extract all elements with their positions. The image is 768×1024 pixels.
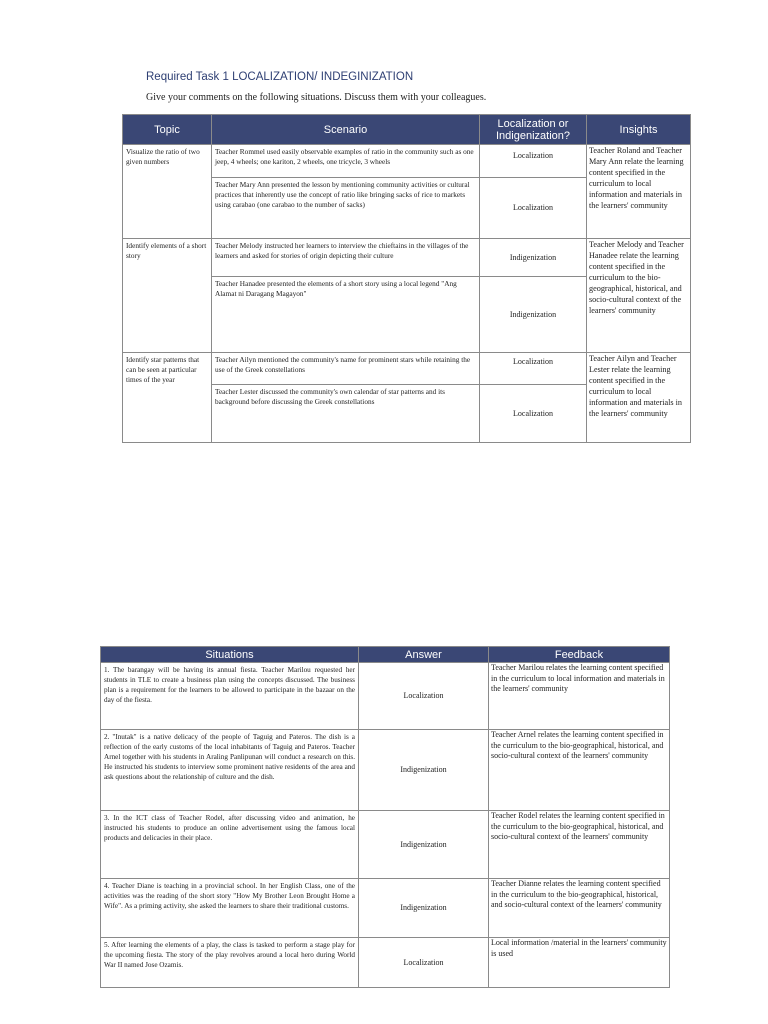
feedback-cell: Teacher Rodel relates the learning content specified in the curriculum to the bio-geographical, historical, and socio-cultural context of the learners' community [489,811,670,879]
col-scenario: Scenario [212,115,480,145]
feedback-cell: Teacher Arnel relates the learning content specified in the curriculum to the bio-geographical, historical, and socio-cultural context of the learners' community [489,730,670,811]
task-heading: Required Task 1 LOCALIZATION/ INDEGINIZATION [146,71,414,83]
scenario-cell: Teacher Rommel used easily observable examples of ratio in the community such as one jeep, 4 wheels; one kariton, 2 wheels, one tricycle, 3 wheels [212,145,480,178]
table-row [101,938,670,988]
situation-cell: 1. The barangay will be having its annual fiesta. Teacher Marilou requested her students in TLE to create a business plan using the concepts discussed. The business plan is a requirement for the learners to be allowed to participate in the bazaar on the day of the fiesta. [101,663,359,730]
topic-cell: Identify elements of a short story [123,239,212,353]
table-header-row [123,115,691,145]
scenario-cell: Teacher Melody instructed her learners to interview the chieftains in the villages of the learners and asked for stories of origin depicting their culture [212,239,480,277]
answer-cell: Localization [480,178,587,239]
answer-cell: Indigenization [359,730,489,811]
answer-cell: Localization [480,353,587,385]
situation-cell: 5. After learning the elements of a play, the class is tasked to perform a stage play for the upcoming fiesta. The story of the play revolves around a local hero during World War II named Jose Ozamis. [101,938,359,988]
situation-cell: 4. Teacher Diane is teaching in a provincial school. In her English Class, one of the activities was the reading of the short story "How My Brother Leon Brought Home a Wife". As a priming activity, she asked the learners to share their traditional customs. [101,879,359,938]
table-row [101,811,670,879]
situation-cell: 3. In the ICT class of Teacher Rodel, after discussing video and animation, he instructed his students to produce an online advertisement using the famous local products and delicacies in their place. [101,811,359,879]
answer-cell: Indigenization [480,277,587,353]
feedback-cell: Teacher Dianne relates the learning content specified in the curriculum to the bio-geographical, historical, and socio-cultural context of the learners' community [489,879,670,938]
feedback-cell: Local information /material in the learners' community is used [489,938,670,988]
insight-cell: Teacher Melody and Teacher Hanadee relate the learning content specified in the curriculum to the bio-geographical, historical, and socio-cultural context of the learners' community [587,239,691,353]
scenario-cell: Teacher Ailyn mentioned the community's name for prominent stars while retaining the use of the Greek constellations [212,353,480,385]
answer-cell: Localization [480,385,587,443]
insight-cell: Teacher Ailyn and Teacher Lester relate the learning content specified in the curriculum to local information and materials in the learners' community [587,353,691,443]
feedback-cell: Teacher Marilou relates the learning content specified in the curriculum to local information and materials in the learners' community [489,663,670,730]
col-localization: Localization or Indigenization? [480,115,587,145]
col-situations: Situations [101,647,359,663]
col-insights: Insights [587,115,691,145]
scenario-cell: Teacher Mary Ann presented the lesson by mentioning community activities or cultural practices that inherently use the concept of ratio like bringing sacks of rice to markets using carabao (one carabao to the number of sacks) [212,178,480,239]
table-row [101,730,670,811]
intro-text: Give your comments on the following situations. Discuss them with your colleagues. [146,92,487,103]
col-topic: Topic [123,115,212,145]
topic-cell: Identify star patterns that can be seen at particular times of the year [123,353,212,443]
insight-cell: Teacher Roland and Teacher Mary Ann relate the learning content specified in the curriculum to local information and materials in the learners' community [587,145,691,239]
scenario-cell: Teacher Lester discussed the community's own calendar of star patterns and its background before discussing the Greek constellations [212,385,480,443]
answer-cell: Localization [359,938,489,988]
situation-cell: 2. "Inutak" is a native delicacy of the people of Taguig and Pateros. The dish is a reflection of the early customs of the local inhabitants of Taguig and Pateros. Teacher Arnel together with his students in Araling Panlipunan will conduct a research on this. He instructed his students to interview some prominent native residents of the area and ask questions about the relationship of culture and the dish. [101,730,359,811]
table-row [123,239,691,277]
table-row [123,145,691,178]
situations-table [100,646,670,988]
table-row [123,353,691,385]
answer-cell: Localization [480,145,587,178]
answer-cell: Indigenization [480,239,587,277]
table-header-row [101,647,670,663]
table-row [101,879,670,938]
answer-cell: Indigenization [359,811,489,879]
topic-cell: Visualize the ratio of two given numbers [123,145,212,239]
scenario-cell: Teacher Hanadee presented the elements of a short story using a local legend "Ang Alamat ni Daragang Magayon" [212,277,480,353]
answer-cell: Localization [359,663,489,730]
col-answer: Answer [359,647,489,663]
answer-cell: Indigenization [359,879,489,938]
localization-table [122,114,691,443]
col-feedback: Feedback [489,647,670,663]
table-row [101,663,670,730]
